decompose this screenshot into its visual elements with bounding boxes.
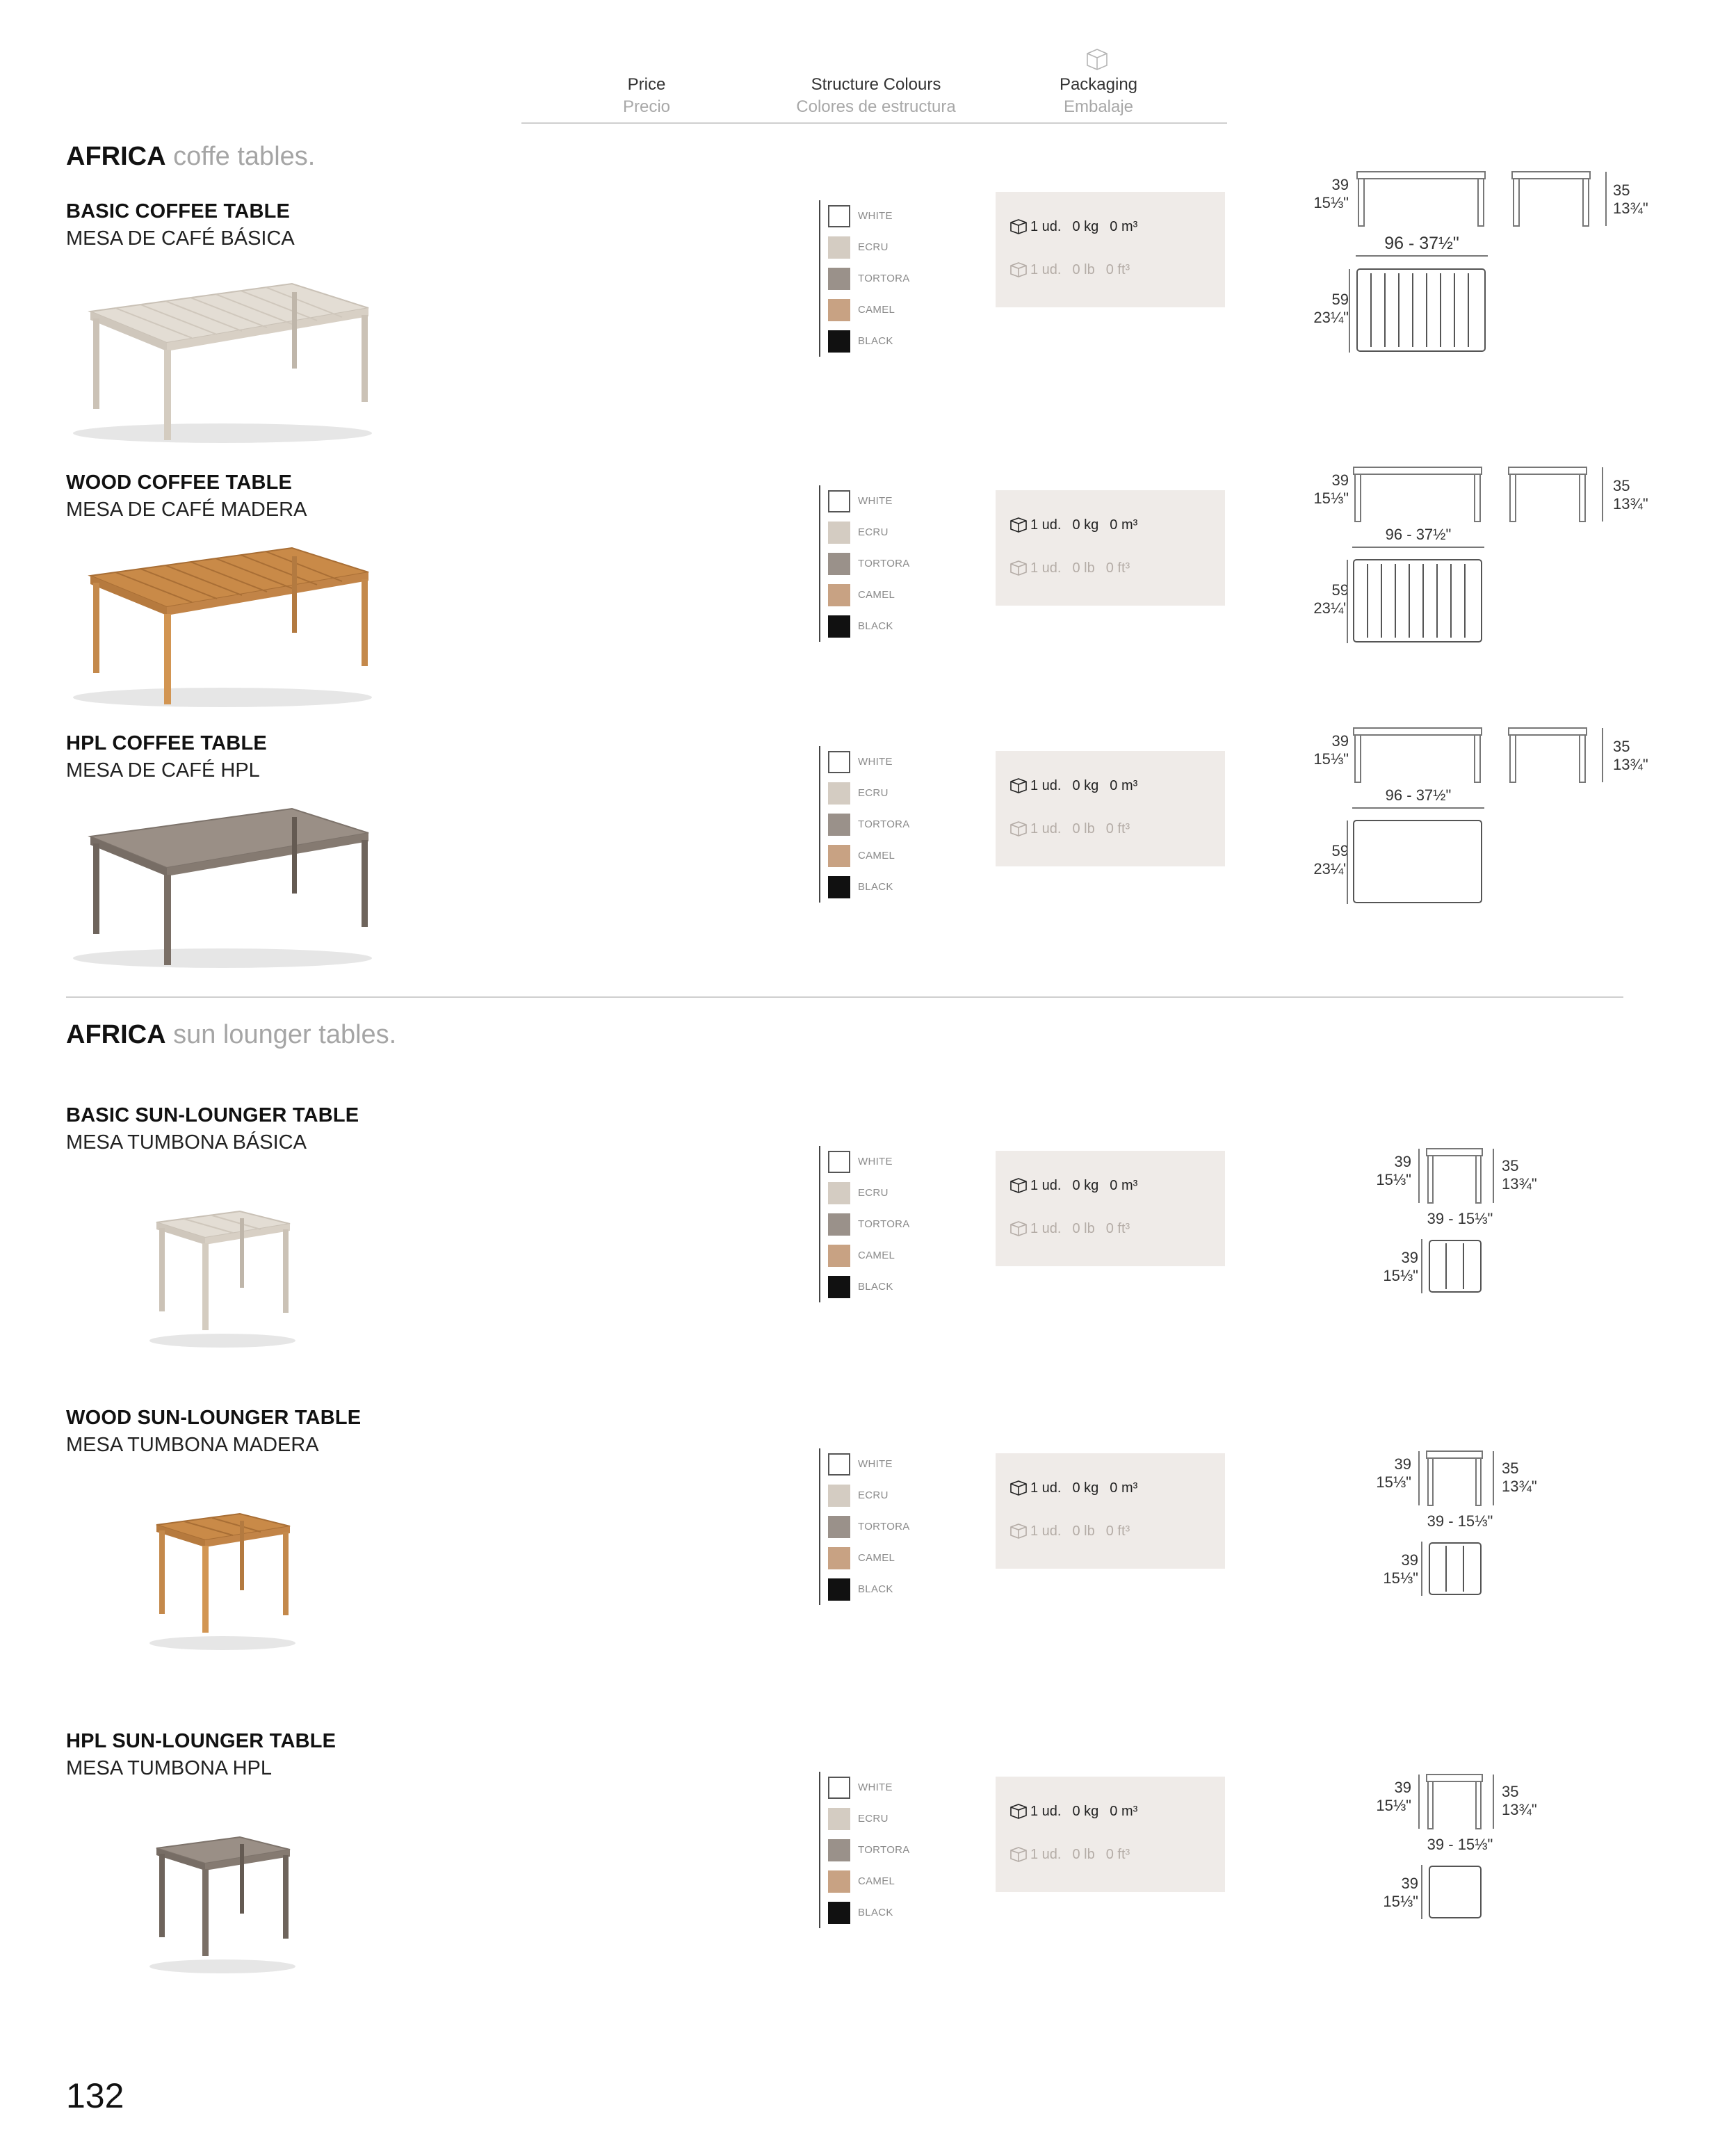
- product-image: [136, 1504, 309, 1657]
- swatch-label: TORTORA: [858, 1521, 910, 1533]
- colours-heading-en: Structure Colours: [811, 75, 941, 94]
- packaging-info: [996, 490, 1225, 606]
- packaging-weight: 0 kg: [1072, 218, 1099, 234]
- colour-swatches: [819, 1772, 910, 1928]
- swatch-tortora: [828, 1511, 910, 1542]
- packaging-imperial: [1009, 821, 1130, 837]
- packaging-info: [996, 1453, 1225, 1569]
- product-name-en: WOOD SUN-LOUNGER TABLE: [66, 1407, 362, 1429]
- swatch-ecru: [828, 232, 910, 263]
- swatch-label: WHITE: [858, 210, 893, 222]
- plan-drawing: [1345, 557, 1498, 647]
- length-label: 59 23¼": [1313, 581, 1349, 617]
- section-title-bold: AFRICA: [66, 1020, 166, 1049]
- swatch-label: CAMEL: [858, 589, 895, 601]
- packaging-units: 1 ud.: [1030, 218, 1062, 234]
- packaging-heading-en: Packaging: [1059, 75, 1138, 94]
- depth-label: 35 13¾": [1502, 1460, 1537, 1495]
- packaging-weight: 0 kg: [1072, 517, 1099, 533]
- product-name-en: HPL SUN-LOUNGER TABLE: [66, 1730, 336, 1752]
- price-heading-en: Price: [627, 75, 666, 94]
- packaging-volume: 0 ft³: [1105, 1846, 1130, 1862]
- swatch-label: TORTORA: [858, 273, 910, 284]
- section-title-sun-lounger-tables: [66, 1020, 396, 1050]
- packaging-weight: 0 lb: [1072, 1220, 1095, 1236]
- swatch-black: [828, 871, 910, 903]
- page-number: 132: [66, 2076, 124, 2115]
- length-label: 39 15⅓": [1383, 1551, 1418, 1587]
- length-label: 59 23¼": [1313, 291, 1349, 326]
- column-header: [521, 40, 1227, 124]
- depth-label: 35 13¾": [1502, 1783, 1537, 1818]
- width-label: 39 - 15⅓": [1427, 1836, 1493, 1853]
- product-name-es: MESA TUMBONA BÁSICA: [66, 1131, 307, 1154]
- product-name: [66, 471, 307, 522]
- product-name: [66, 732, 267, 782]
- packaging-volume: 0 ft³: [1105, 261, 1130, 277]
- packaging-imperial: [1009, 560, 1130, 576]
- section-divider: [66, 996, 1623, 998]
- elevation-drawing: [1356, 169, 1634, 232]
- swatch-camel: [828, 1240, 910, 1271]
- packaging-units: 1 ud.: [1030, 1523, 1062, 1539]
- swatch-black: [828, 611, 910, 642]
- swatch-label: BLACK: [858, 1583, 893, 1595]
- box-icon: [1009, 218, 1028, 235]
- swatch-black: [828, 1574, 910, 1605]
- packaging-weight: 0 kg: [1072, 1803, 1099, 1819]
- packaging-imperial: [1009, 1523, 1130, 1539]
- width-label: 39 - 15⅓": [1427, 1210, 1493, 1227]
- swatch-label: TORTORA: [858, 1218, 910, 1230]
- packaging-volume: 0 ft³: [1105, 560, 1130, 576]
- height-label: 39 15⅓": [1313, 732, 1349, 768]
- section-title-coffee-tables: [66, 142, 315, 172]
- packaging-metric: [1009, 1177, 1137, 1194]
- packaging-volume: 0 ft³: [1105, 821, 1130, 836]
- box-icon: [1009, 1803, 1028, 1820]
- swatch-label: TORTORA: [858, 818, 910, 830]
- swatch-white: [828, 1448, 910, 1480]
- length-label: 39 15⅓": [1383, 1249, 1418, 1284]
- swatch-black: [828, 1271, 910, 1302]
- swatch-ecru: [828, 1177, 910, 1209]
- length-label: 59 23¼": [1313, 842, 1349, 878]
- plan-drawing: [1420, 1539, 1503, 1601]
- colour-swatches: [819, 746, 910, 903]
- swatch-label: ECRU: [858, 241, 889, 253]
- swatch-label: BLACK: [858, 881, 893, 893]
- packaging-info: [996, 192, 1225, 307]
- box-icon: [1009, 1220, 1028, 1237]
- swatch-tortora: [828, 1209, 910, 1240]
- plan-drawing: [1420, 1236, 1503, 1299]
- product-name: [66, 1407, 361, 1457]
- product-image: [63, 541, 382, 715]
- packaging-weight: 0 lb: [1072, 1523, 1095, 1539]
- packaging-weight: 0 kg: [1072, 1177, 1099, 1193]
- packaging-weight: 0 lb: [1072, 821, 1095, 836]
- swatch-label: WHITE: [858, 1156, 893, 1167]
- product-name-es: MESA DE CAFÉ BÁSICA: [66, 227, 295, 250]
- swatch-white: [828, 485, 910, 517]
- product-image: [63, 277, 382, 451]
- height-label: 39 15⅓": [1313, 471, 1349, 507]
- packaging-units: 1 ud.: [1030, 1177, 1062, 1193]
- packaging-volume: 0 m³: [1110, 517, 1138, 533]
- swatch-label: CAMEL: [858, 304, 895, 316]
- elevation-drawing: [1417, 1448, 1500, 1511]
- swatch-ecru: [828, 1803, 910, 1834]
- plan-drawing: [1345, 818, 1498, 908]
- swatch-label: CAMEL: [858, 850, 895, 862]
- box-icon: [1009, 1846, 1028, 1863]
- packaging-metric: [1009, 1480, 1137, 1496]
- swatch-label: TORTORA: [858, 558, 910, 569]
- swatch-label: BLACK: [858, 1281, 893, 1293]
- box-icon: [1009, 517, 1028, 533]
- packaging-volume: 0 m³: [1110, 1803, 1138, 1819]
- height-label: 39 15⅓": [1376, 1153, 1411, 1188]
- swatch-camel: [828, 1866, 910, 1897]
- box-icon: [1009, 1523, 1028, 1539]
- section-title-light: coffe tables.: [173, 142, 316, 171]
- swatch-camel: [828, 579, 910, 611]
- box-icon: [1009, 560, 1028, 576]
- width-label: 96 - 37½": [1384, 234, 1459, 253]
- depth-label: 35 13¾": [1613, 181, 1648, 217]
- elevation-drawing: [1352, 464, 1630, 527]
- packaging-imperial: [1009, 261, 1130, 278]
- product-name-en: BASIC SUN-LOUNGER TABLE: [66, 1104, 359, 1126]
- product-image: [136, 1827, 309, 1980]
- packaging-volume: 0 m³: [1110, 777, 1138, 793]
- packaging-volume: 0 m³: [1110, 1480, 1138, 1496]
- elevation-drawing: [1352, 725, 1630, 788]
- packaging-weight: 0 lb: [1072, 261, 1095, 277]
- height-label: 39 15⅓": [1376, 1779, 1411, 1814]
- packaging-weight: 0 lb: [1072, 1846, 1095, 1862]
- box-icon: [1009, 261, 1028, 278]
- swatch-label: CAMEL: [858, 1552, 895, 1564]
- packaging-info: [996, 1151, 1225, 1266]
- packaging-imperial: [1009, 1220, 1130, 1237]
- packaging-units: 1 ud.: [1030, 1480, 1062, 1496]
- swatch-label: BLACK: [858, 335, 893, 347]
- packaging-units: 1 ud.: [1030, 1220, 1062, 1236]
- swatch-black: [828, 1897, 910, 1928]
- swatch-white: [828, 200, 910, 232]
- packaging-units: 1 ud.: [1030, 821, 1062, 836]
- dimension-drawing: [1307, 464, 1669, 666]
- product-name-es: MESA DE CAFÉ MADERA: [66, 499, 307, 521]
- length-label: 39 15⅓": [1383, 1875, 1418, 1910]
- colour-swatches: [819, 1448, 910, 1605]
- height-label: 39 15⅓": [1376, 1455, 1411, 1491]
- swatch-tortora: [828, 548, 910, 579]
- dimension-drawing: [1370, 1434, 1578, 1622]
- box-icon: [1009, 1177, 1028, 1194]
- width-rule: [1356, 254, 1495, 259]
- depth-label: 35 13¾": [1613, 477, 1648, 512]
- colours-heading-es: Colores de estructura: [796, 97, 956, 116]
- width-label: 39 - 15⅓": [1427, 1512, 1493, 1530]
- dimension-drawing: [1307, 169, 1669, 371]
- packaging-weight: 0 kg: [1072, 777, 1099, 793]
- dimension-drawing: [1370, 1758, 1578, 1946]
- product-name-en: BASIC COFFEE TABLE: [66, 200, 291, 223]
- swatch-tortora: [828, 1834, 910, 1866]
- width-label: 96 - 37½": [1385, 526, 1452, 543]
- swatch-ecru: [828, 777, 910, 809]
- packaging-units: 1 ud.: [1030, 1803, 1062, 1819]
- packaging-imperial: [1009, 1846, 1130, 1863]
- swatch-white: [828, 746, 910, 777]
- swatch-label: ECRU: [858, 787, 889, 799]
- box-icon: [1085, 47, 1110, 71]
- packaging-units: 1 ud.: [1030, 560, 1062, 576]
- product-name: [66, 200, 295, 250]
- header-rule: [521, 122, 1227, 124]
- packaging-info: [996, 1777, 1225, 1892]
- packaging-weight: 0 kg: [1072, 1480, 1099, 1496]
- swatch-label: WHITE: [858, 1458, 893, 1470]
- swatch-label: ECRU: [858, 1187, 889, 1199]
- elevation-drawing: [1417, 1772, 1500, 1834]
- swatch-label: ECRU: [858, 1813, 889, 1825]
- packaging-volume: 0 m³: [1110, 1177, 1138, 1193]
- swatch-label: BLACK: [858, 620, 893, 632]
- swatch-label: ECRU: [858, 526, 889, 538]
- packaging-column-heading: [973, 75, 1224, 117]
- depth-label: 35 13¾": [1502, 1157, 1537, 1193]
- swatch-white: [828, 1772, 910, 1803]
- swatch-label: WHITE: [858, 756, 893, 768]
- swatch-label: ECRU: [858, 1489, 889, 1501]
- plan-drawing: [1347, 266, 1500, 357]
- swatch-label: CAMEL: [858, 1875, 895, 1887]
- box-icon: [1009, 1480, 1028, 1496]
- packaging-metric: [1009, 1803, 1137, 1820]
- product-image: [136, 1202, 309, 1355]
- packaging-volume: 0 ft³: [1105, 1523, 1130, 1539]
- swatch-ecru: [828, 1480, 910, 1511]
- swatch-black: [828, 325, 910, 357]
- packaging-volume: 0 m³: [1110, 218, 1138, 234]
- product-name-es: MESA TUMBONA MADERA: [66, 1434, 319, 1456]
- packaging-metric: [1009, 218, 1137, 235]
- height-label: 39 15⅓": [1313, 176, 1349, 211]
- swatch-tortora: [828, 809, 910, 840]
- packaging-heading-es: Embalaje: [1063, 97, 1134, 116]
- packaging-weight: 0 lb: [1072, 560, 1095, 576]
- depth-label: 35 13¾": [1613, 738, 1648, 773]
- swatch-label: CAMEL: [858, 1250, 895, 1261]
- swatch-label: BLACK: [858, 1907, 893, 1918]
- dimension-drawing: [1307, 725, 1669, 927]
- product-name-es: MESA TUMBONA HPL: [66, 1757, 272, 1779]
- product-name-en: WOOD COFFEE TABLE: [66, 471, 293, 494]
- product-name-es: MESA DE CAFÉ HPL: [66, 759, 260, 782]
- packaging-info: [996, 751, 1225, 866]
- width-rule: [1352, 806, 1491, 811]
- section-title-light: sun lounger tables.: [173, 1020, 397, 1049]
- product-name-en: HPL COFFEE TABLE: [66, 732, 267, 754]
- colour-swatches: [819, 200, 910, 357]
- price-column-heading: [521, 75, 772, 117]
- packaging-metric: [1009, 777, 1137, 794]
- swatch-label: TORTORA: [858, 1844, 910, 1856]
- swatch-ecru: [828, 517, 910, 548]
- product-name: [66, 1730, 336, 1780]
- colour-swatches: [819, 1146, 910, 1302]
- elevation-drawing: [1417, 1146, 1500, 1209]
- packaging-units: 1 ud.: [1030, 517, 1062, 533]
- swatch-camel: [828, 840, 910, 871]
- colour-swatches: [819, 485, 910, 642]
- box-icon: [1009, 821, 1028, 837]
- section-title-bold: AFRICA: [66, 142, 166, 171]
- dimension-drawing: [1370, 1132, 1578, 1320]
- packaging-metric: [1009, 517, 1137, 533]
- plan-drawing: [1420, 1862, 1503, 1925]
- swatch-camel: [828, 1542, 910, 1574]
- packaging-units: 1 ud.: [1030, 777, 1062, 793]
- swatch-label: WHITE: [858, 1781, 893, 1793]
- swatch-label: WHITE: [858, 495, 893, 507]
- packaging-volume: 0 ft³: [1105, 1220, 1130, 1236]
- swatch-white: [828, 1146, 910, 1177]
- packaging-units: 1 ud.: [1030, 1846, 1062, 1862]
- width-rule: [1352, 545, 1491, 551]
- box-icon: [1009, 777, 1028, 794]
- width-label: 96 - 37½": [1385, 786, 1452, 804]
- product-name: [66, 1104, 359, 1154]
- swatch-camel: [828, 294, 910, 325]
- swatch-tortora: [828, 263, 910, 294]
- price-heading-es: Precio: [622, 97, 671, 116]
- product-image: [63, 802, 382, 976]
- packaging-units: 1 ud.: [1030, 261, 1062, 277]
